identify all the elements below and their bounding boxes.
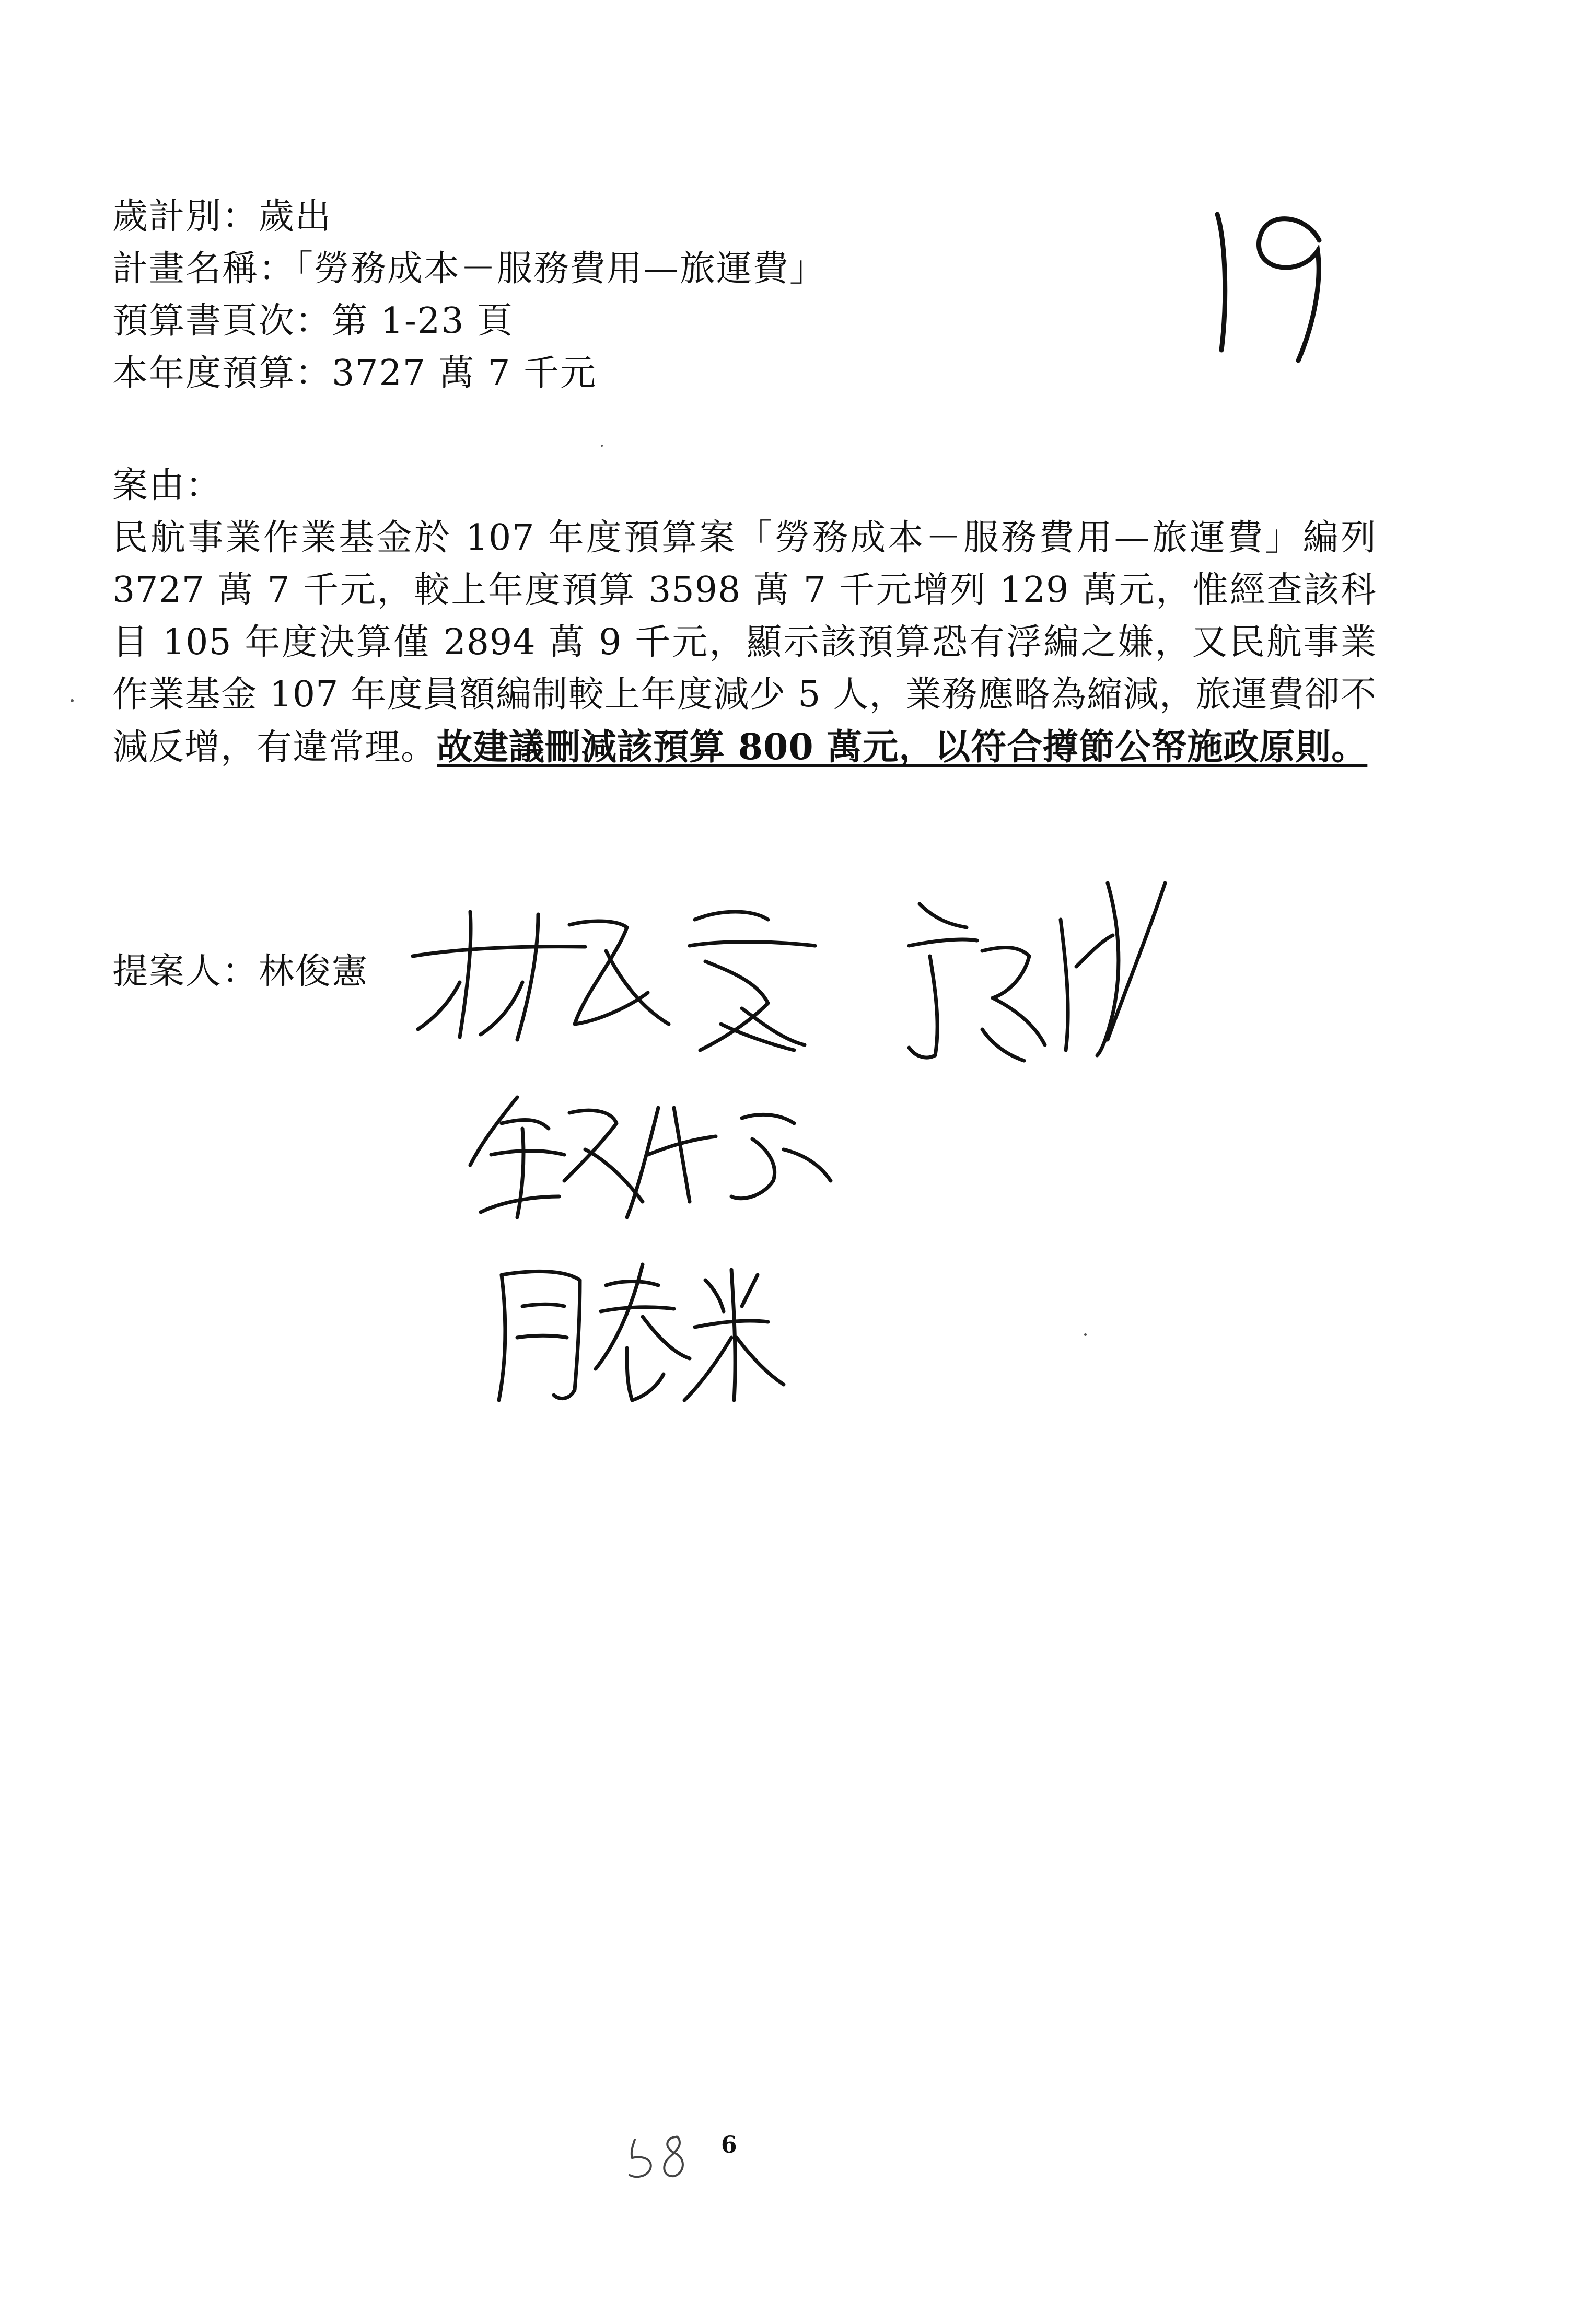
signature-4 xyxy=(499,1264,784,1400)
signature-1 xyxy=(413,912,815,1050)
signature-2 xyxy=(909,883,1165,1061)
scan-speck xyxy=(71,699,74,702)
signature-3 xyxy=(470,1097,831,1217)
scan-speck xyxy=(1084,1333,1087,1336)
page-number: 6 xyxy=(721,2132,737,2158)
annual-budget: 本年度預算：3727 萬 7 千元 xyxy=(112,353,597,394)
budget-book-page: 預算書頁次：第 1-23 頁 xyxy=(112,300,514,342)
proposer-label: 提案人：林俊憲 xyxy=(112,951,369,992)
reason-label: 案由： xyxy=(112,465,223,506)
reason-text-emphasis: 故建議刪減該預算 800 萬元，以符合撙節公帑施政原則。 xyxy=(437,726,1368,768)
scan-speck xyxy=(601,445,603,447)
handwritten-margin-mark xyxy=(624,2129,697,2187)
reason-text-plain: 民航事業作業基金於 107 年度預算案「勞務成本－服務費用—旅運費」編列 3727 萬 7 千元，較上年度預算 3598 萬 7 千元增列 129 萬元，惟經查該科目 105 年度決算僅 2894 萬 9 千元，顯示該預算恐有浮編之嫌，又民航事業作業基金 107 年度員額編制較上年度減少 5 人，業務應略為縮減，旅運費卻不減反增，有違常理。 xyxy=(112,517,1377,768)
plan-name: 計畫名稱：「勞務成本－服務費用—旅運費」 xyxy=(112,248,827,289)
budget-category: 歲計別：歲出 xyxy=(112,196,332,237)
